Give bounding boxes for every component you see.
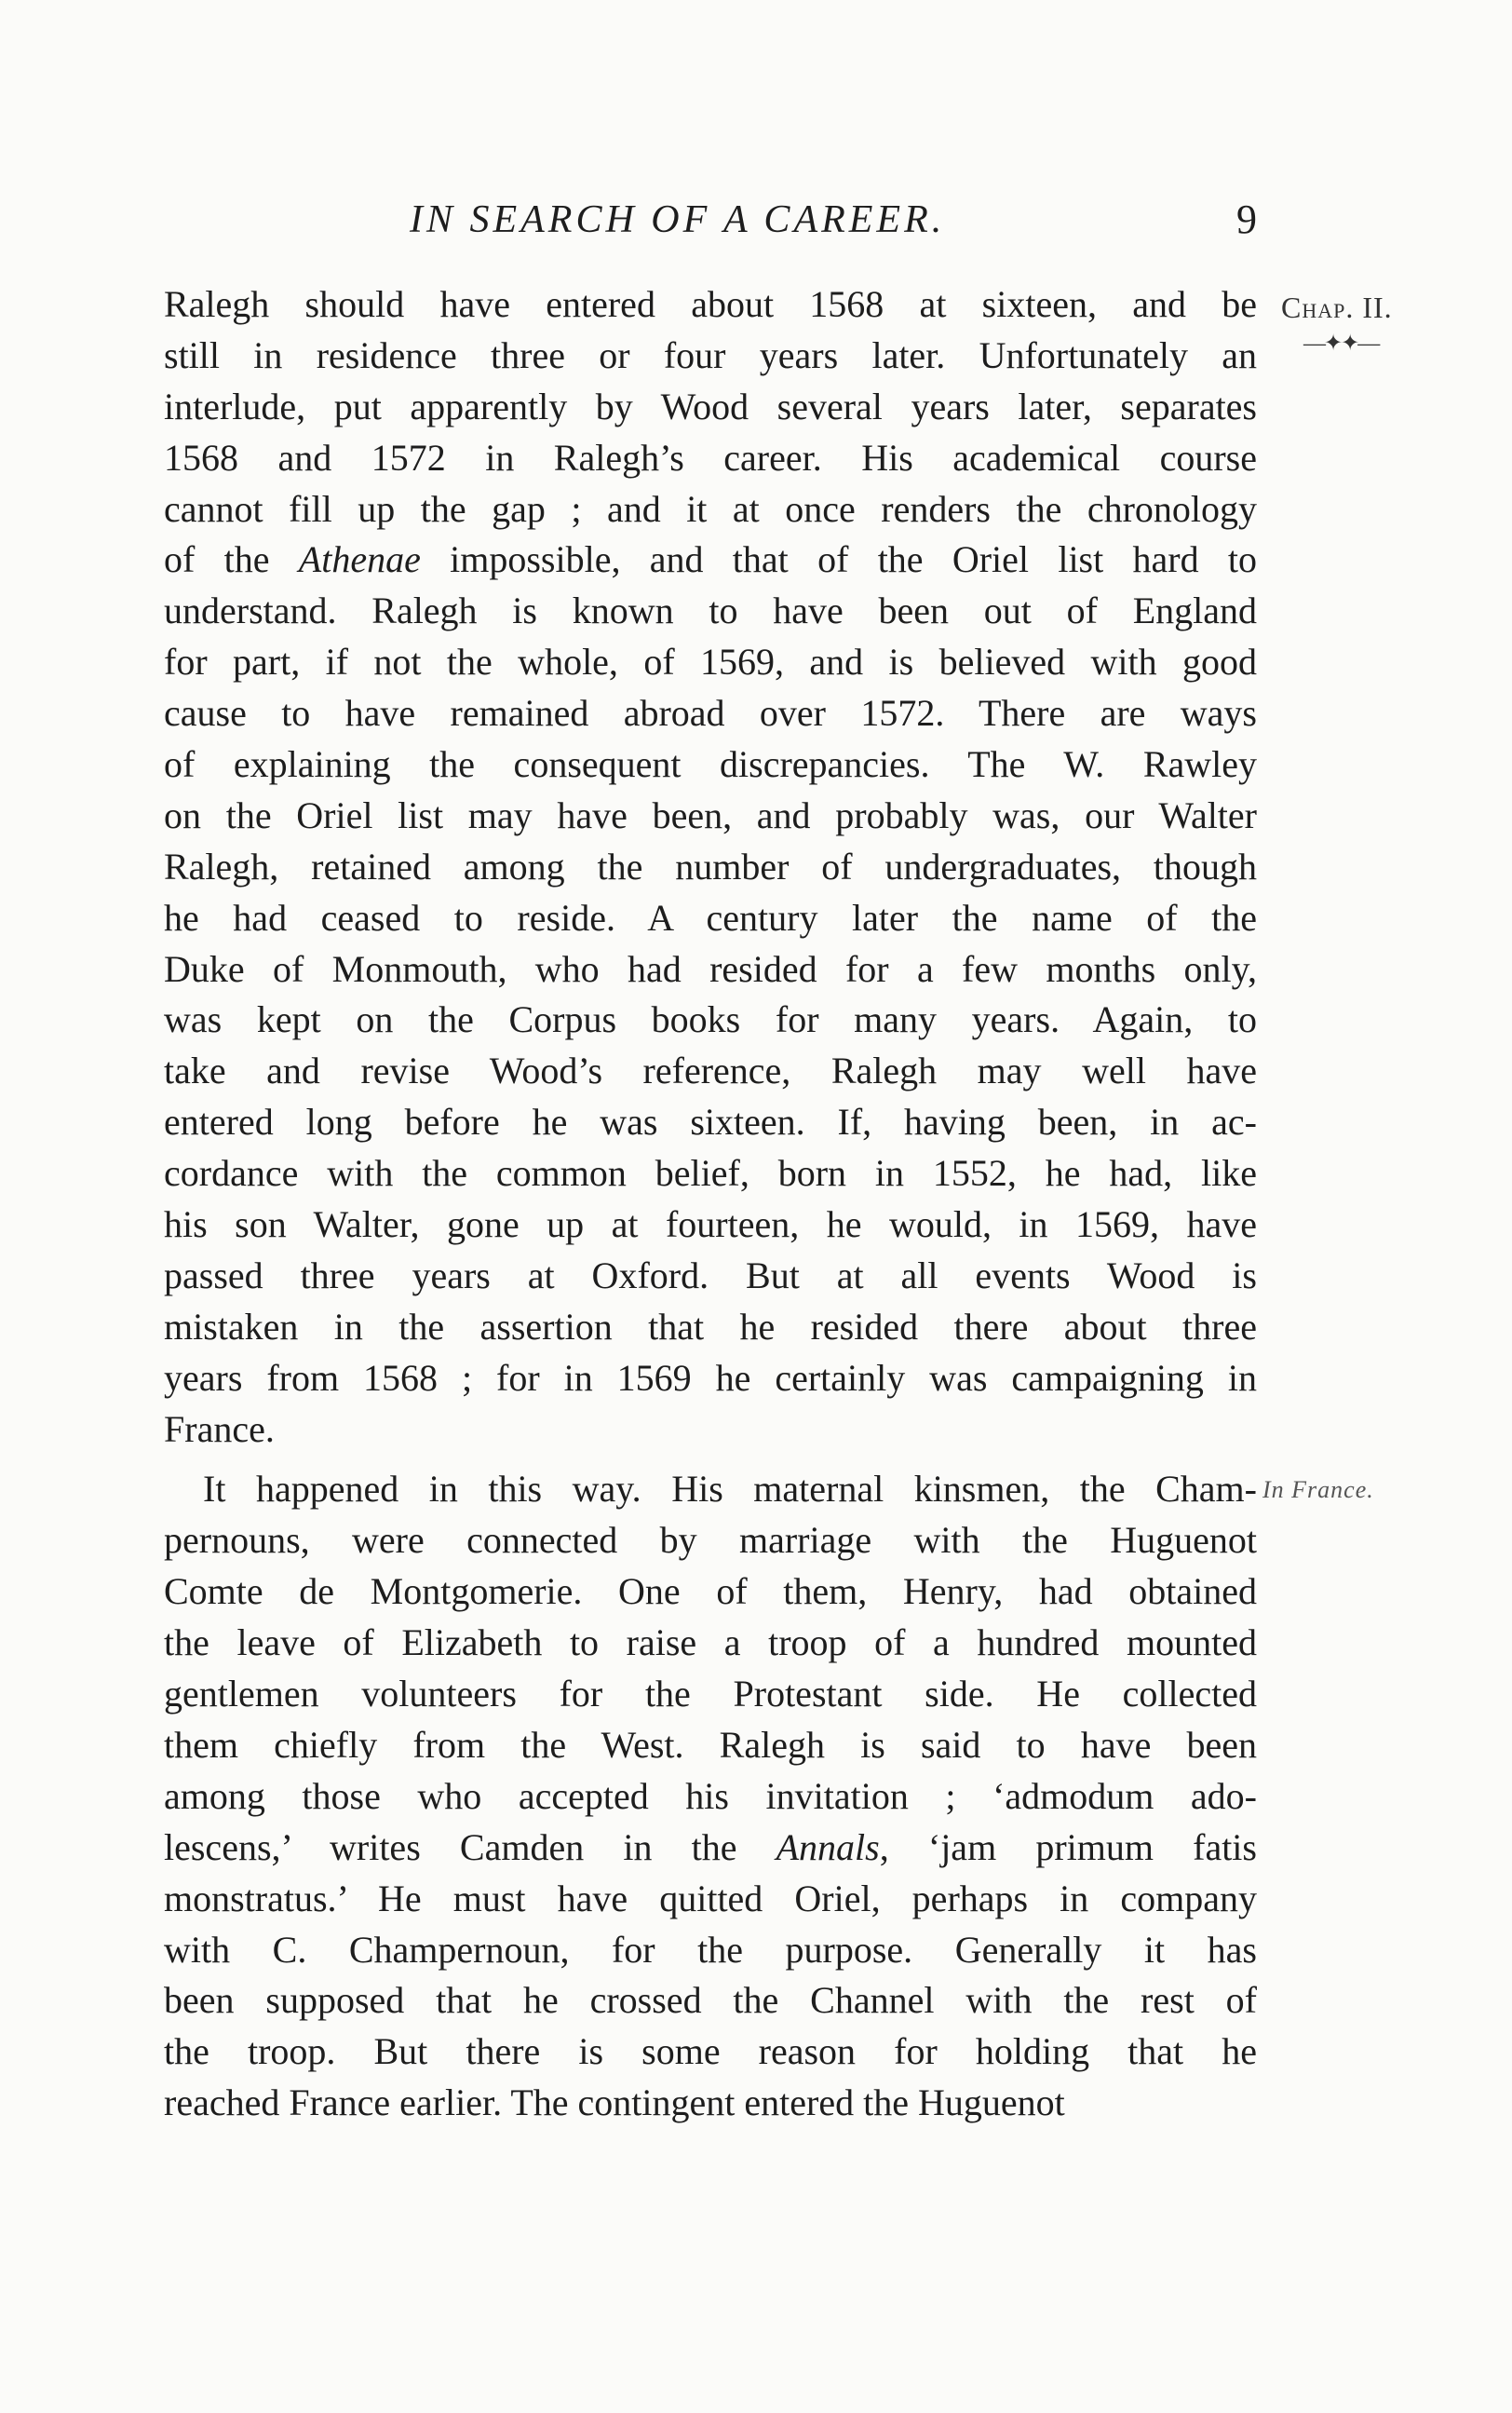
text-line: It happened in this way. His maternal kinsmen, the Cham- bbox=[203, 1468, 1257, 1511]
text-line: the leave of Elizabeth to raise a troop of a hundred mounted bbox=[164, 1621, 1257, 1664]
text-line: of the Athenae impossible, and that of the Oriel list hard to bbox=[164, 538, 1258, 581]
text-line: Ralegh, retained among the number of undergraduates, though bbox=[164, 845, 1257, 888]
in-france-margin-note: In France. bbox=[1262, 1476, 1374, 1503]
text-line: interlude, put apparently by Wood several years later, separates bbox=[164, 385, 1257, 427]
text-line: years from 1568 ; for in 1569 he certainly was campaigning in bbox=[164, 1356, 1257, 1399]
running-head: IN SEARCH OF A CAREER. bbox=[410, 198, 946, 241]
text-line: for part, if not the whole, of 1569, and is believed with good bbox=[164, 641, 1257, 684]
chapter-margin-note: Chap. II. bbox=[1281, 291, 1393, 324]
text-line: among those who accepted his invitation ; ‘admodum ado- bbox=[164, 1774, 1257, 1817]
text-line: the troop. But there is some reason for holding that he bbox=[164, 2030, 1257, 2073]
text-line: gentlemen volunteers for the Protestant side. He collected bbox=[164, 1673, 1257, 1715]
text-line: was kept on the Corpus books for many years. Again, to bbox=[164, 998, 1257, 1041]
text-line: Ralegh should have entered about 1568 at sixteen, and be bbox=[164, 283, 1257, 325]
text-line: them chiefly from the West. Ralegh is said to have been bbox=[164, 1723, 1257, 1766]
text-line: been supposed that he crossed the Channel with the rest of bbox=[164, 1979, 1257, 2022]
text-line: his son Walter, gone up at fourteen, he would, in 1569, have bbox=[164, 1203, 1257, 1246]
text-line: France. bbox=[164, 1407, 275, 1450]
text-line: entered long before he was sixteen. If, having been, in ac- bbox=[164, 1101, 1257, 1144]
text-line: take and revise Wood’s reference, Ralegh may well have bbox=[164, 1050, 1257, 1092]
body-text bbox=[164, 279, 1257, 2129]
text-line: cordance with the common belief, born in 1552, he had, like bbox=[164, 1152, 1257, 1195]
text-line: 1568 and 1572 in Ralegh’s career. His academical course bbox=[164, 436, 1257, 479]
text-line: Duke of Monmouth, who had resided for a few months only, bbox=[164, 947, 1257, 990]
text-line: he had ceased to reside. A century later the name of the bbox=[164, 896, 1257, 939]
text-line: understand. Ralegh is known to have been out of England bbox=[164, 590, 1257, 632]
text-line: monstratus.’ He must have quitted Oriel, perhaps in company bbox=[164, 1877, 1257, 1919]
text-line: cannot fill up the gap ; and it at once renders the chronology bbox=[164, 487, 1257, 530]
text-line: lescens,’ writes Camden in the Annals, ‘jam primum fatis bbox=[164, 1825, 1257, 1868]
paragraph-gap bbox=[164, 1455, 1257, 1464]
text-line: Comte de Montgomerie. One of them, Henry, had obtained bbox=[164, 1570, 1257, 1613]
ornament-icon: —✦✦— bbox=[1303, 332, 1379, 356]
text-line: cause to have remained abroad over 1572. There are ways bbox=[164, 692, 1257, 735]
text-line: mistaken in the assertion that he resided there about three bbox=[164, 1305, 1257, 1348]
text-line: on the Oriel list may have been, and probably was, our Walter bbox=[164, 793, 1257, 836]
text-line: pernouns, were connected by marriage with the Huguenot bbox=[164, 1519, 1257, 1562]
text-line: passed three years at Oxford. But at all events Wood is bbox=[164, 1254, 1257, 1296]
text-line: reached France earlier. The contingent entered the Huguenot bbox=[164, 2081, 1065, 2124]
text-line: with C. Champernoun, for the purpose. Generally it has bbox=[164, 1928, 1257, 1971]
text-line: still in residence three or four years later. Unfortunately an bbox=[164, 333, 1257, 376]
paragraph-2 bbox=[164, 1464, 1257, 2129]
text-line: of explaining the consequent discrepancies. The W. Rawley bbox=[164, 743, 1257, 786]
paragraph-1 bbox=[164, 279, 1257, 1455]
page-number: 9 bbox=[1236, 197, 1257, 242]
